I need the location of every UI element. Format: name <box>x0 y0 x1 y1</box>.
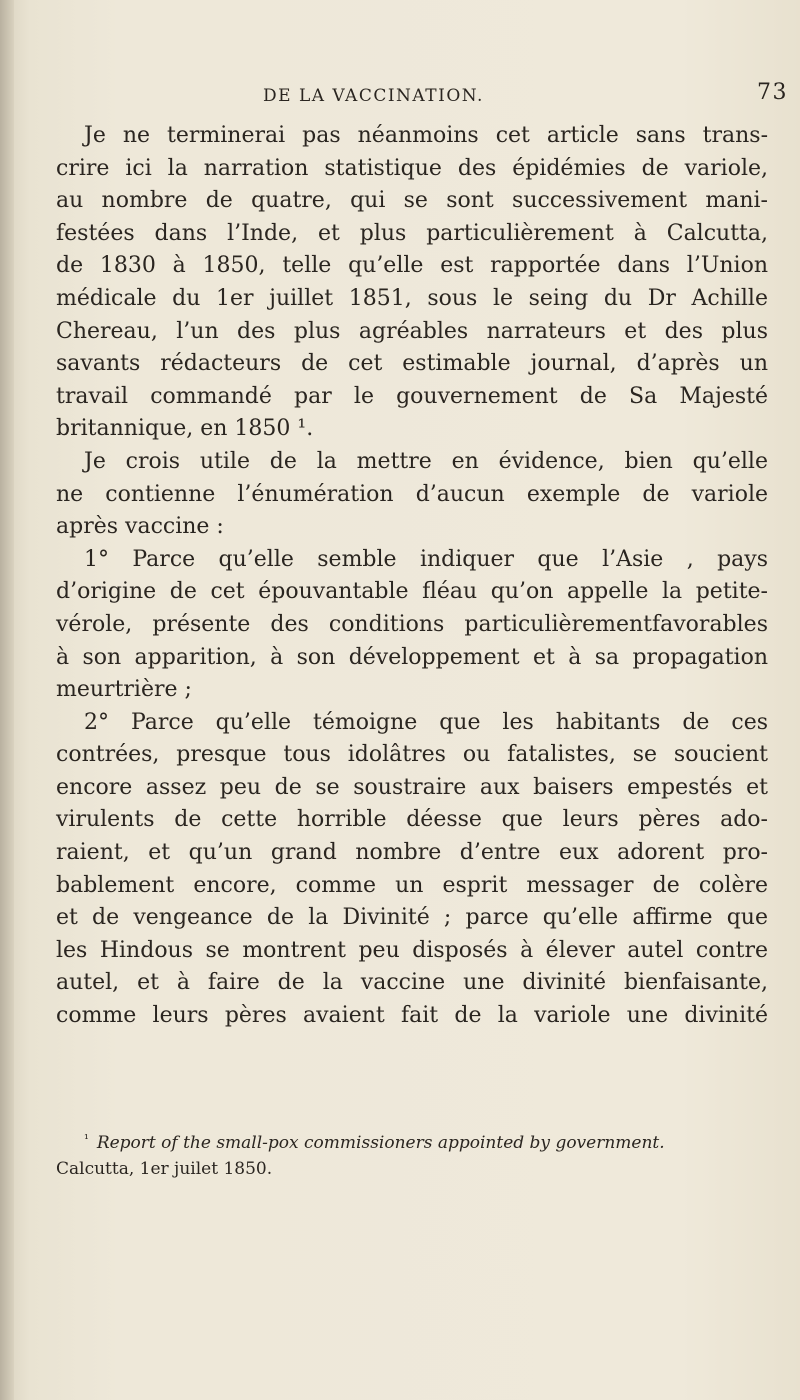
body-line: médicale du 1er juillet 1851, sous le seing du Dr Achille <box>56 285 768 311</box>
footnote-marker: ¹ <box>84 1132 89 1146</box>
running-title: DE LA VACCINATION. <box>263 86 484 106</box>
body-line: autel, et à faire de la vaccine une divinité bienfaisante, <box>56 970 768 996</box>
footnote-line <box>56 1126 768 1156</box>
body-line: meurtrière ; <box>56 677 192 703</box>
body-line: à son apparition, à son développement et à sa propagation <box>56 644 768 670</box>
body-line: d’origine de cet épouvantable fléau qu’on appelle la petite- <box>56 579 768 605</box>
body-line: 2° Parce qu’elle témoigne que les habitants de ces <box>84 709 768 735</box>
body-line: encore assez peu de se soustraire aux baisers empestés et <box>56 774 768 800</box>
body-line: contrées, presque tous idolâtres ou fatalistes, se soucient <box>56 742 768 768</box>
body-line: crire ici la narration statistique des épidémies de variole, <box>56 155 768 181</box>
body-line: de 1830 à 1850, telle qu’elle est rapportée dans l’Union <box>56 253 768 279</box>
body-line: comme leurs pères avaient fait de la variole une divinité <box>56 1003 768 1029</box>
page-number: 73 <box>757 80 788 105</box>
body-text <box>56 120 768 1033</box>
body-line: virulents de cette horrible déesse que leurs pères ado- <box>56 807 768 833</box>
body-line: au nombre de quatre, qui se sont successivement mani- <box>56 188 768 214</box>
body-line: travail commandé par le gouvernement de Sa Majesté <box>56 383 768 409</box>
body-line: après vaccine : <box>56 514 224 540</box>
footnote-line: Calcutta, 1er juilet 1850. <box>56 1159 273 1179</box>
page-gutter <box>0 0 14 1400</box>
body-line: raient, et qu’un grand nombre d’entre eux adorent pro- <box>56 840 768 866</box>
body-line: festées dans l’Inde, et plus particulièrement à Calcutta, <box>56 220 768 246</box>
body-line: ne contienne l’énumération d’aucun exemple de variole <box>56 481 768 507</box>
body-line: bablement encore, comme un esprit messager de colère <box>56 872 768 898</box>
footnotes <box>56 1126 768 1182</box>
body-line: Je crois utile de la mettre en évidence, bien qu’elle <box>84 448 768 474</box>
body-line: britannique, en 1850 ¹. <box>56 416 314 442</box>
body-line: Je ne terminerai pas néanmoins cet article sans trans- <box>84 123 768 148</box>
body-line: et de vengeance de la Divinité ; parce qu’elle affirme que <box>56 905 768 931</box>
footnote-title: Report of the small-pox commissioners appointed by government. <box>96 1133 665 1153</box>
body-line: vérole, présente des conditions particulièrementfavorables <box>56 611 768 637</box>
body-line: Chereau, l’un des plus agréables narrateurs et des plus <box>56 318 768 344</box>
body-line: savants rédacteurs de cet estimable journal, d’après un <box>56 351 768 377</box>
body-line: 1° Parce qu’elle semble indiquer que l’Asie , pays <box>84 546 768 572</box>
body-line: les Hindous se montrent peu disposés à élever autel contre <box>56 937 768 963</box>
